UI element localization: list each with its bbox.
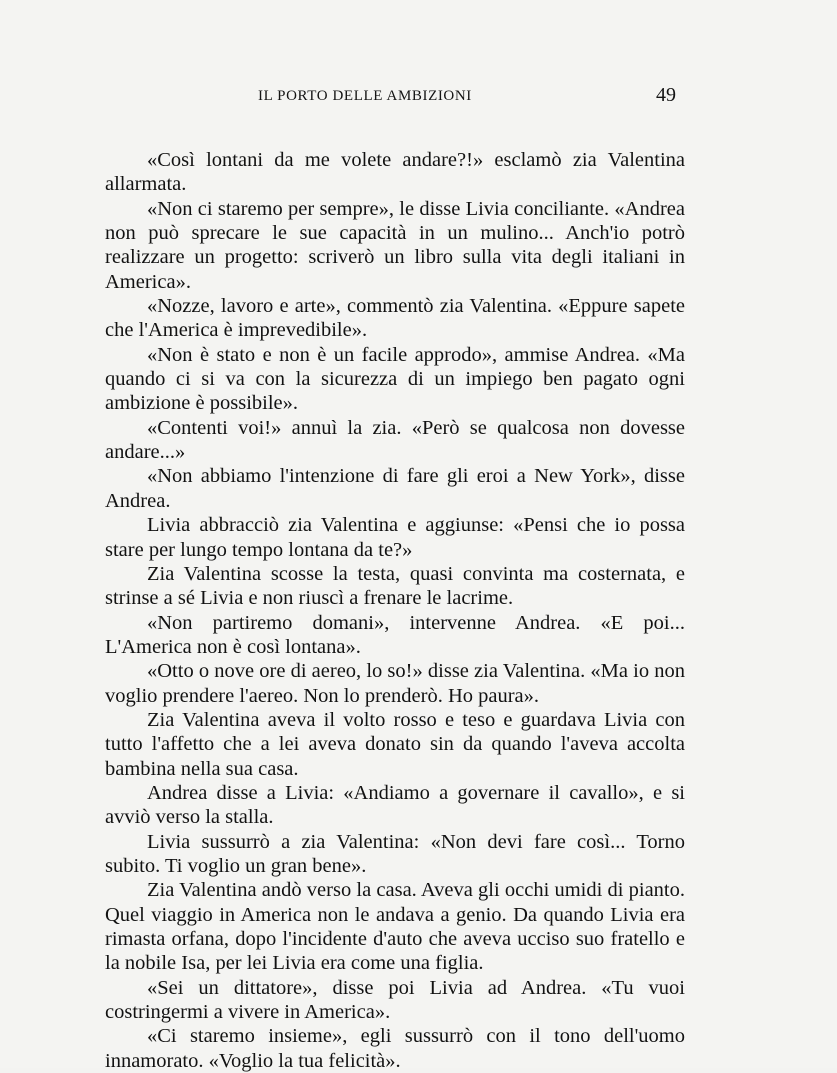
paragraph: «Sei un dittatore», disse poi Livia ad Andrea. «Tu vuoi costringermi a vivere in America». bbox=[105, 976, 685, 1024]
paragraph: «Non è stato e non è un facile approdo», ammise Andrea. «Ma quando ci si va con la sicurezza di un impiego ben pagato ogni ambizione è possibile». bbox=[105, 343, 685, 415]
paragraph: Livia abbracciò zia Valentina e aggiunse: «Pensi che io possa stare per lungo tempo lontana da te?» bbox=[105, 514, 685, 561]
paragraph: «Nozze, lavoro e arte», commentò zia Valentina. «Eppure sapete che l'America è imprevedibile». bbox=[105, 295, 685, 342]
page-number: 49 bbox=[656, 84, 676, 106]
paragraph: Zia Valentina aveva il volto rosso e teso e guardava Livia con tutto l'affetto che a lei aveva donato sin da quando l'aveva accolta bambina nella sua casa. bbox=[105, 708, 685, 780]
paragraph: «Così lontani da me volete andare?!» esclamò zia Valentina allarmata. bbox=[105, 149, 685, 196]
body-text bbox=[105, 148, 685, 1073]
paragraph: «Ci staremo insieme», egli sussurrò con il tono dell'uomo innamorato. «Voglio la tua felicità». bbox=[105, 1025, 685, 1072]
paragraph: Zia Valentina scosse la testa, quasi convinta ma costernata, e strinse a sé Livia e non riuscì a frenare le lacrime. bbox=[105, 562, 685, 610]
paragraph: «Contenti voi!» annuì la zia. «Però se qualcosa non dovesse andare...» bbox=[105, 416, 685, 464]
paragraph: «Non partiremo domani», intervenne Andrea. «E poi... L'America non è così lontana». bbox=[105, 611, 685, 658]
paragraph: Andrea disse a Livia: «Andiamo a governare il cavallo», e si avviò verso la stalla. bbox=[105, 781, 685, 829]
paragraph: Zia Valentina andò verso la casa. Aveva gli occhi umidi di pianto. Quel viaggio in America non le andava a genio. Da quando Livia era rimasta orfana, dopo l'incidente d'auto che aveva ucciso suo fratello e la nobile Isa, per lei Livia era come una figlia. bbox=[105, 879, 685, 975]
running-head bbox=[0, 84, 837, 110]
running-title: IL PORTO DELLE AMBIZIONI bbox=[258, 88, 472, 104]
paragraph: «Non abbiamo l'intenzione di fare gli eroi a New York», disse Andrea. bbox=[105, 465, 685, 512]
paragraph: «Otto o nove ore di aereo, lo so!» disse zia Valentina. «Ma io non voglio prendere l'aereo. Non lo prenderò. Ho paura». bbox=[105, 660, 685, 707]
paragraph: Livia sussurrò a zia Valentina: «Non devi fare così... Torno subito. Ti voglio un gran bene». bbox=[105, 830, 685, 877]
paragraph: «Non ci staremo per sempre», le disse Livia conciliante. «Andrea non può sprecare le sue capacità in un mulino... Anch'io potrò realizzare un progetto: scriverò un libro sulla vita degli italiani in America». bbox=[105, 197, 685, 293]
